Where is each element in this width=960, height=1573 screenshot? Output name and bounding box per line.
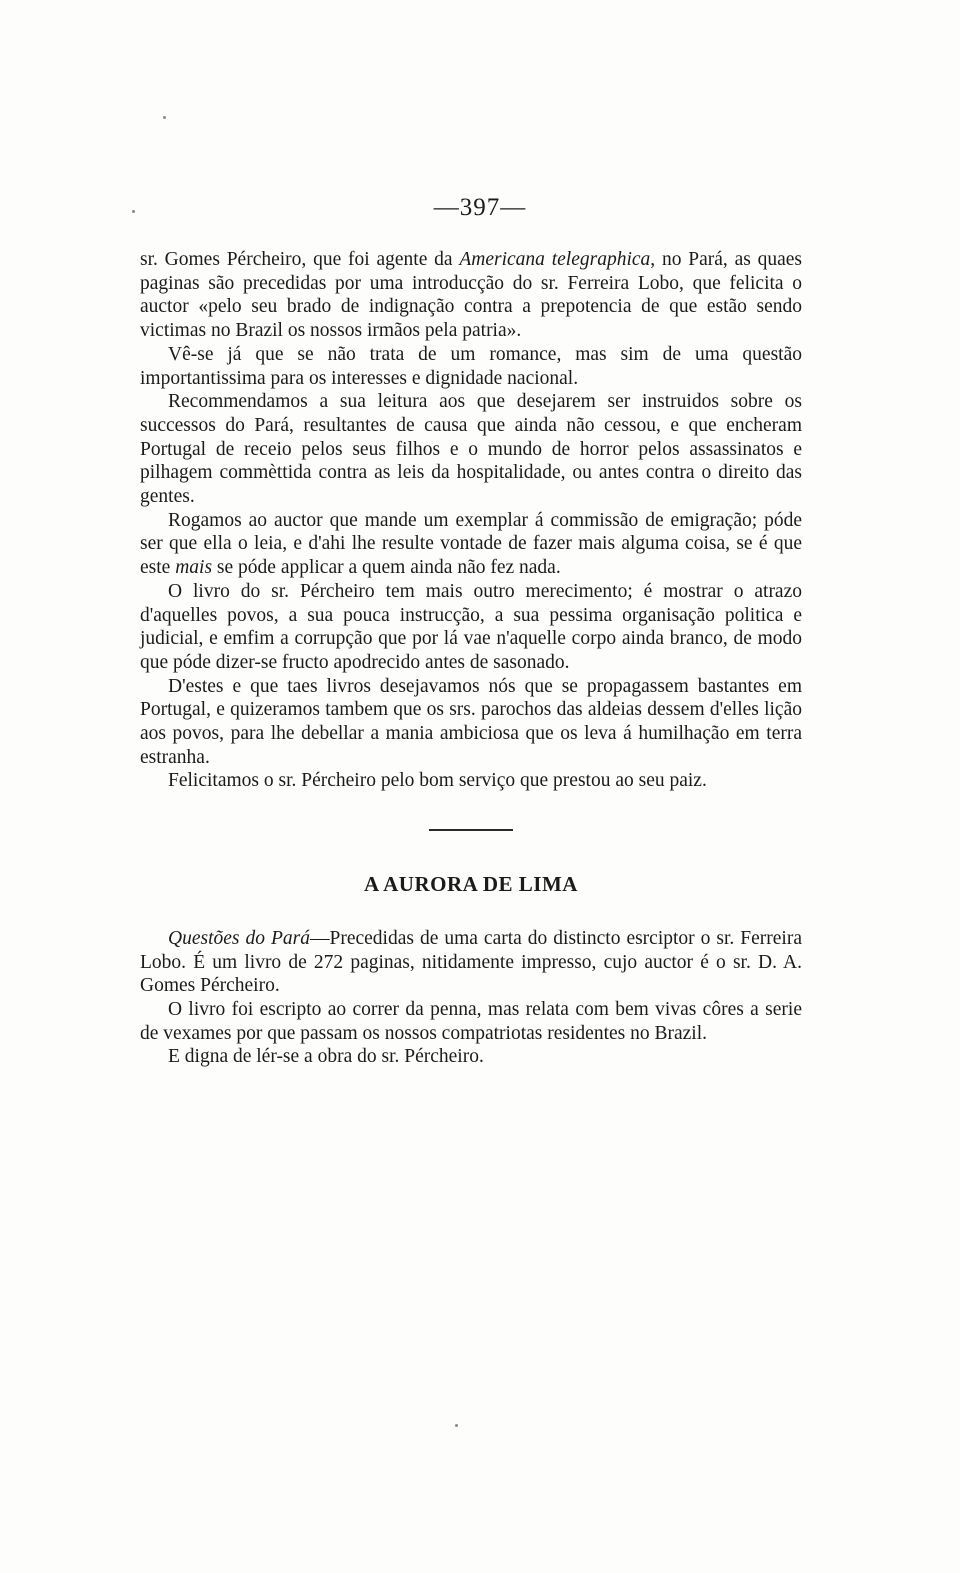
text-segment: Recommendamos a sua leitura aos que desejarem ser instruidos sobre os successos do Pará, resultantes de causa que ainda não cessou, e que encheram Portugal de receio pelos seus filhos e o mundo de horror pelos assassinatos e pilhagem commèttida contra as leis da hospitalidade, ou antes contra o direito das gentes. — [140, 391, 802, 508]
text-segment: se póde applicar a quem ainda não fez nada. — [212, 557, 561, 579]
italic-text-segment: Questões do Pará — [168, 927, 310, 949]
paragraph — [140, 343, 802, 390]
text-segment: Rogamos ao auctor que mande um exemplar á commissão de emigração; póde ser que ella o leia, e d'ahi lhe resulte vontade de fazer mais alguma coisa, se é que este — [140, 509, 802, 579]
text-segment: , no Pará, as quaes paginas são precedidas por uma introducção do sr. Ferreira Lobo, que felicita o auctor «pelo seu brado de indignação contra a prepotencia de que estão sendo victimas no Brazil os nossos irmãos pela patria». — [140, 249, 803, 342]
text-block — [140, 248, 802, 1069]
italic-text-segment: mais — [175, 557, 213, 579]
text-segment: sr. Gomes Pércheiro, que foi agente da — [140, 249, 460, 270]
paragraph — [140, 390, 802, 509]
section-divider — [429, 829, 513, 831]
paragraph — [140, 580, 802, 675]
paragraph — [140, 769, 802, 793]
paragraph — [140, 509, 802, 580]
paragraph — [140, 998, 802, 1045]
paragraph — [140, 248, 802, 343]
text-segment: E digna de lér-se a obra do sr. Pércheiro. — [168, 1046, 484, 1068]
text-segment: O livro foi escripto ao correr da penna, mas relata com bem vivas côres a serie de vexames por que passam os nossos compatriotas residentes no Brazil. — [140, 998, 802, 1044]
paragraph — [140, 675, 802, 770]
text-segment: O livro do sr. Pércheiro tem mais outro merecimento; é mostrar o atrazo d'aquelles povos, a sua pouca instrucção, a sua pessima organisação politica e judicial, e emfim a corrupção que por lá vae n'aquelle corpo ainda branco, de modo que póde dizer-se fructo apodrecido antes de sasonado. — [140, 580, 802, 673]
text-segment: —Precedidas de uma carta do distincto esrciptor o sr. Ferreira Lobo. É um livro de 272 paginas, nitidamente impresso, cujo auctor é o sr. D. A. Gomes Pércheiro. — [140, 927, 802, 997]
text-segment: Vê-se já que se não trata de um romance, mas sim de uma questão importantissima para os interesses e dignidade nacional. — [140, 343, 802, 389]
text-segment: D'estes e que taes livros desejavamos nós que se propagassem bastantes em Portugal, e quizeramos tambem que os srs. parochos das aldeias dessem d'elles lição aos povos, para lhe debellar a mania ambiciosa que os leva á humilhação em terra estranha. — [140, 675, 802, 768]
italic-text-segment: Americana telegraphica — [459, 249, 651, 270]
scan-speck — [163, 116, 166, 119]
paragraph — [140, 1045, 802, 1069]
page-number: —397— — [433, 194, 527, 221]
section-heading: A AURORA DE LIMA — [364, 872, 578, 897]
scan-speck — [455, 1424, 458, 1427]
paragraph — [140, 927, 802, 998]
text-segment: Felicitamos o sr. Pércheiro pelo bom serviço que prestou ao seu paiz. — [168, 770, 707, 792]
